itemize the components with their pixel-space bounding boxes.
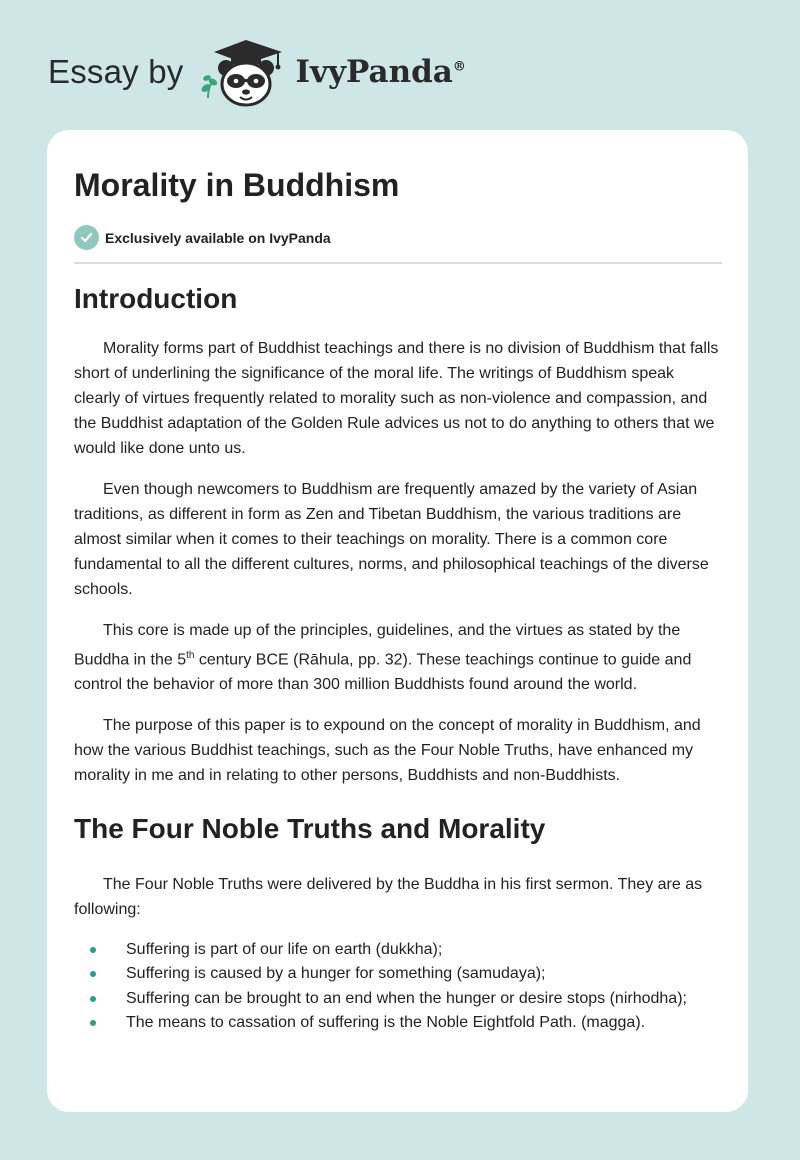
essay-title: Morality in Buddhism	[74, 167, 400, 203]
check-circle-icon	[74, 225, 99, 250]
panda-logo-icon[interactable]	[198, 36, 290, 108]
paragraph: Morality forms part of Buddhist teachings and there is no division of Buddhism that falls short of underlining the significance of the moral life. The writings of Buddhism speak clearly of virtues frequently related to morality such as non-violence and compassion, and the Buddhist adaptation of the Golden Rule advices us not to do anything to others that we would like done unto us.	[74, 339, 719, 457]
exclusive-badge-label: Exclusively available on IvyPanda	[105, 229, 331, 246]
section-heading-four-noble-truths: The Four Noble Truths and Morality	[74, 813, 546, 845]
site-header	[48, 36, 466, 108]
list-item: Suffering is caused by a hunger for something (samudaya);	[74, 962, 722, 987]
noble-truths-list	[74, 938, 722, 1036]
bullet-icon	[90, 947, 96, 953]
list-item: The means to cassation of suffering is the Noble Eightfold Path. (magga).	[74, 1011, 722, 1036]
section-heading-introduction: Introduction	[74, 283, 238, 315]
brand-name[interactable]: IvyPanda®	[295, 54, 466, 90]
paragraph: Even though newcomers to Buddhism are frequently amazed by the variety of Asian traditions, as different in form as Zen and Tibetan Buddhism, the various traditions are almost similar when it comes to their teachings on morality. There is a common core fundamental to all the different cultures, norms, and philosophical teachings of the diverse schools.	[74, 480, 709, 598]
essay-by-label: Essay by	[48, 53, 184, 90]
superscript: th	[186, 649, 195, 661]
list-item: Suffering can be brought to an end when the hunger or desire stops (nirhodha);	[74, 987, 722, 1012]
bullet-icon	[90, 1020, 96, 1026]
registered-mark: ®	[452, 59, 466, 75]
list-item: Suffering is part of our life on earth (dukkha);	[74, 938, 722, 963]
exclusive-badge	[74, 225, 722, 250]
divider	[74, 262, 722, 264]
bullet-icon	[90, 996, 96, 1002]
bullet-icon	[90, 971, 96, 977]
paragraph: The purpose of this paper is to expound on the concept of morality in Buddhism, and how the various Buddhist teachings, such as the Four Noble Truths, have enhanced my morality in me and in relating to other persons, Buddhists and non-Buddhists.	[74, 717, 701, 785]
paragraph: The Four Noble Truths were delivered by the Buddha in his first sermon. They are as following:	[74, 875, 703, 918]
essay-card	[47, 130, 748, 1112]
paragraph: This core is made up of the principles, guidelines, and the virtues as stated by the Buddha in the 5th century BCE (Rāhula, pp. 32). These teachings continue to guide and control the behavior of more than 300 million Buddhists found around the world.	[74, 621, 692, 694]
